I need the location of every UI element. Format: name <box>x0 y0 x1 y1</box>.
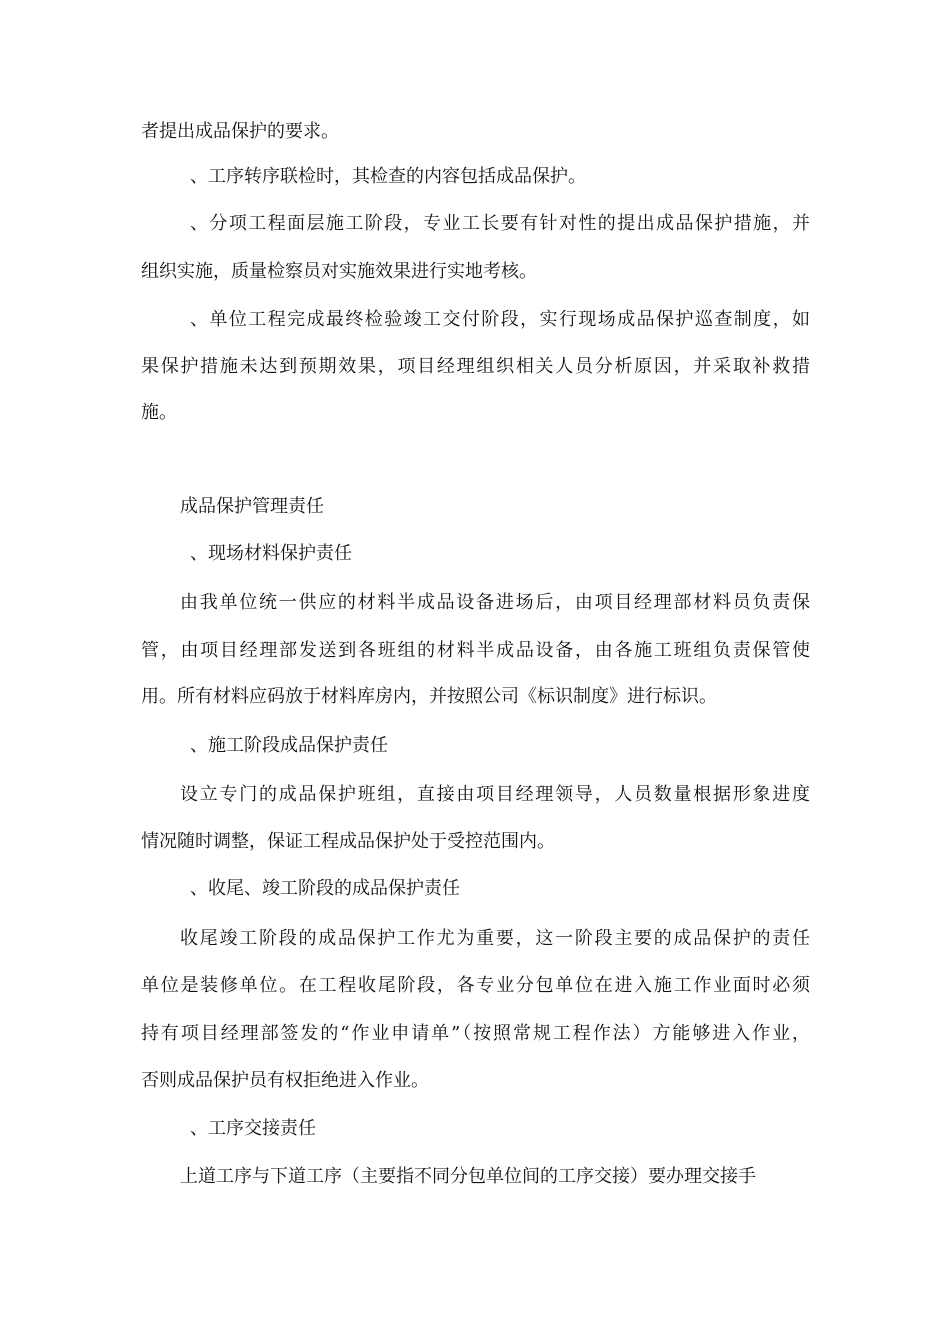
paragraph-line: 果保护措施未达到预期效果，项目经理组织相关人员分析原因，并采取补救措 <box>141 356 810 377</box>
paragraph-line: 、工序转序联检时，其检查的内容包括成品保护。 <box>190 166 586 187</box>
paragraph-line: 组织实施，质量检察员对实施效果进行实地考核。 <box>141 261 537 282</box>
paragraph-line: 持有项目经理部签发的“作业申请单”（按照常规工程作法）方能够进入作业， <box>141 1023 810 1044</box>
paragraph-line: 施。 <box>141 402 177 423</box>
subsection-heading: 、收尾、竣工阶段的成品保护责任 <box>190 878 460 899</box>
paragraph-line: 管，由项目经理部发送到各班组的材料半成品设备，由各施工班组负责保管使 <box>141 640 810 661</box>
paragraph-line: 者提出成品保护的要求。 <box>141 121 339 142</box>
paragraph-line: 、单位工程完成最终检验竣工交付阶段，实行现场成品保护巡查制度，如 <box>190 309 810 330</box>
paragraph-line: 用。所有材料应码放于材料库房内，并按照公司《标识制度》进行标识。 <box>141 686 717 707</box>
paragraph-line: 单位是装修单位。在工程收尾阶段，各专业分包单位在进入施工作业面时必须 <box>141 975 810 996</box>
subsection-heading: 、工序交接责任 <box>190 1118 316 1139</box>
paragraph-line: 否则成品保护员有权拒绝进入作业。 <box>141 1070 429 1091</box>
paragraph-line: 由我单位统一供应的材料半成品设备进场后，由项目经理部材料员负责保 <box>180 592 810 613</box>
paragraph-line: 情况随时调整，保证工程成品保护处于受控范围内。 <box>141 831 555 852</box>
paragraph-line: 收尾竣工阶段的成品保护工作尤为重要，这一阶段主要的成品保护的责任 <box>180 928 810 949</box>
paragraph-line: 上道工序与下道工序（主要指不同分包单位间的工序交接）要办理交接手 <box>180 1166 756 1187</box>
section-heading: 成品保护管理责任 <box>180 496 324 517</box>
subsection-heading: 、现场材料保护责任 <box>190 543 352 564</box>
paragraph-line: 设立专门的成品保护班组，直接由项目经理领导，人员数量根据形象进度 <box>180 784 810 805</box>
paragraph-line: 、分项工程面层施工阶段，专业工长要有针对性的提出成品保护措施，并 <box>190 213 810 234</box>
subsection-heading: 、施工阶段成品保护责任 <box>190 735 388 756</box>
